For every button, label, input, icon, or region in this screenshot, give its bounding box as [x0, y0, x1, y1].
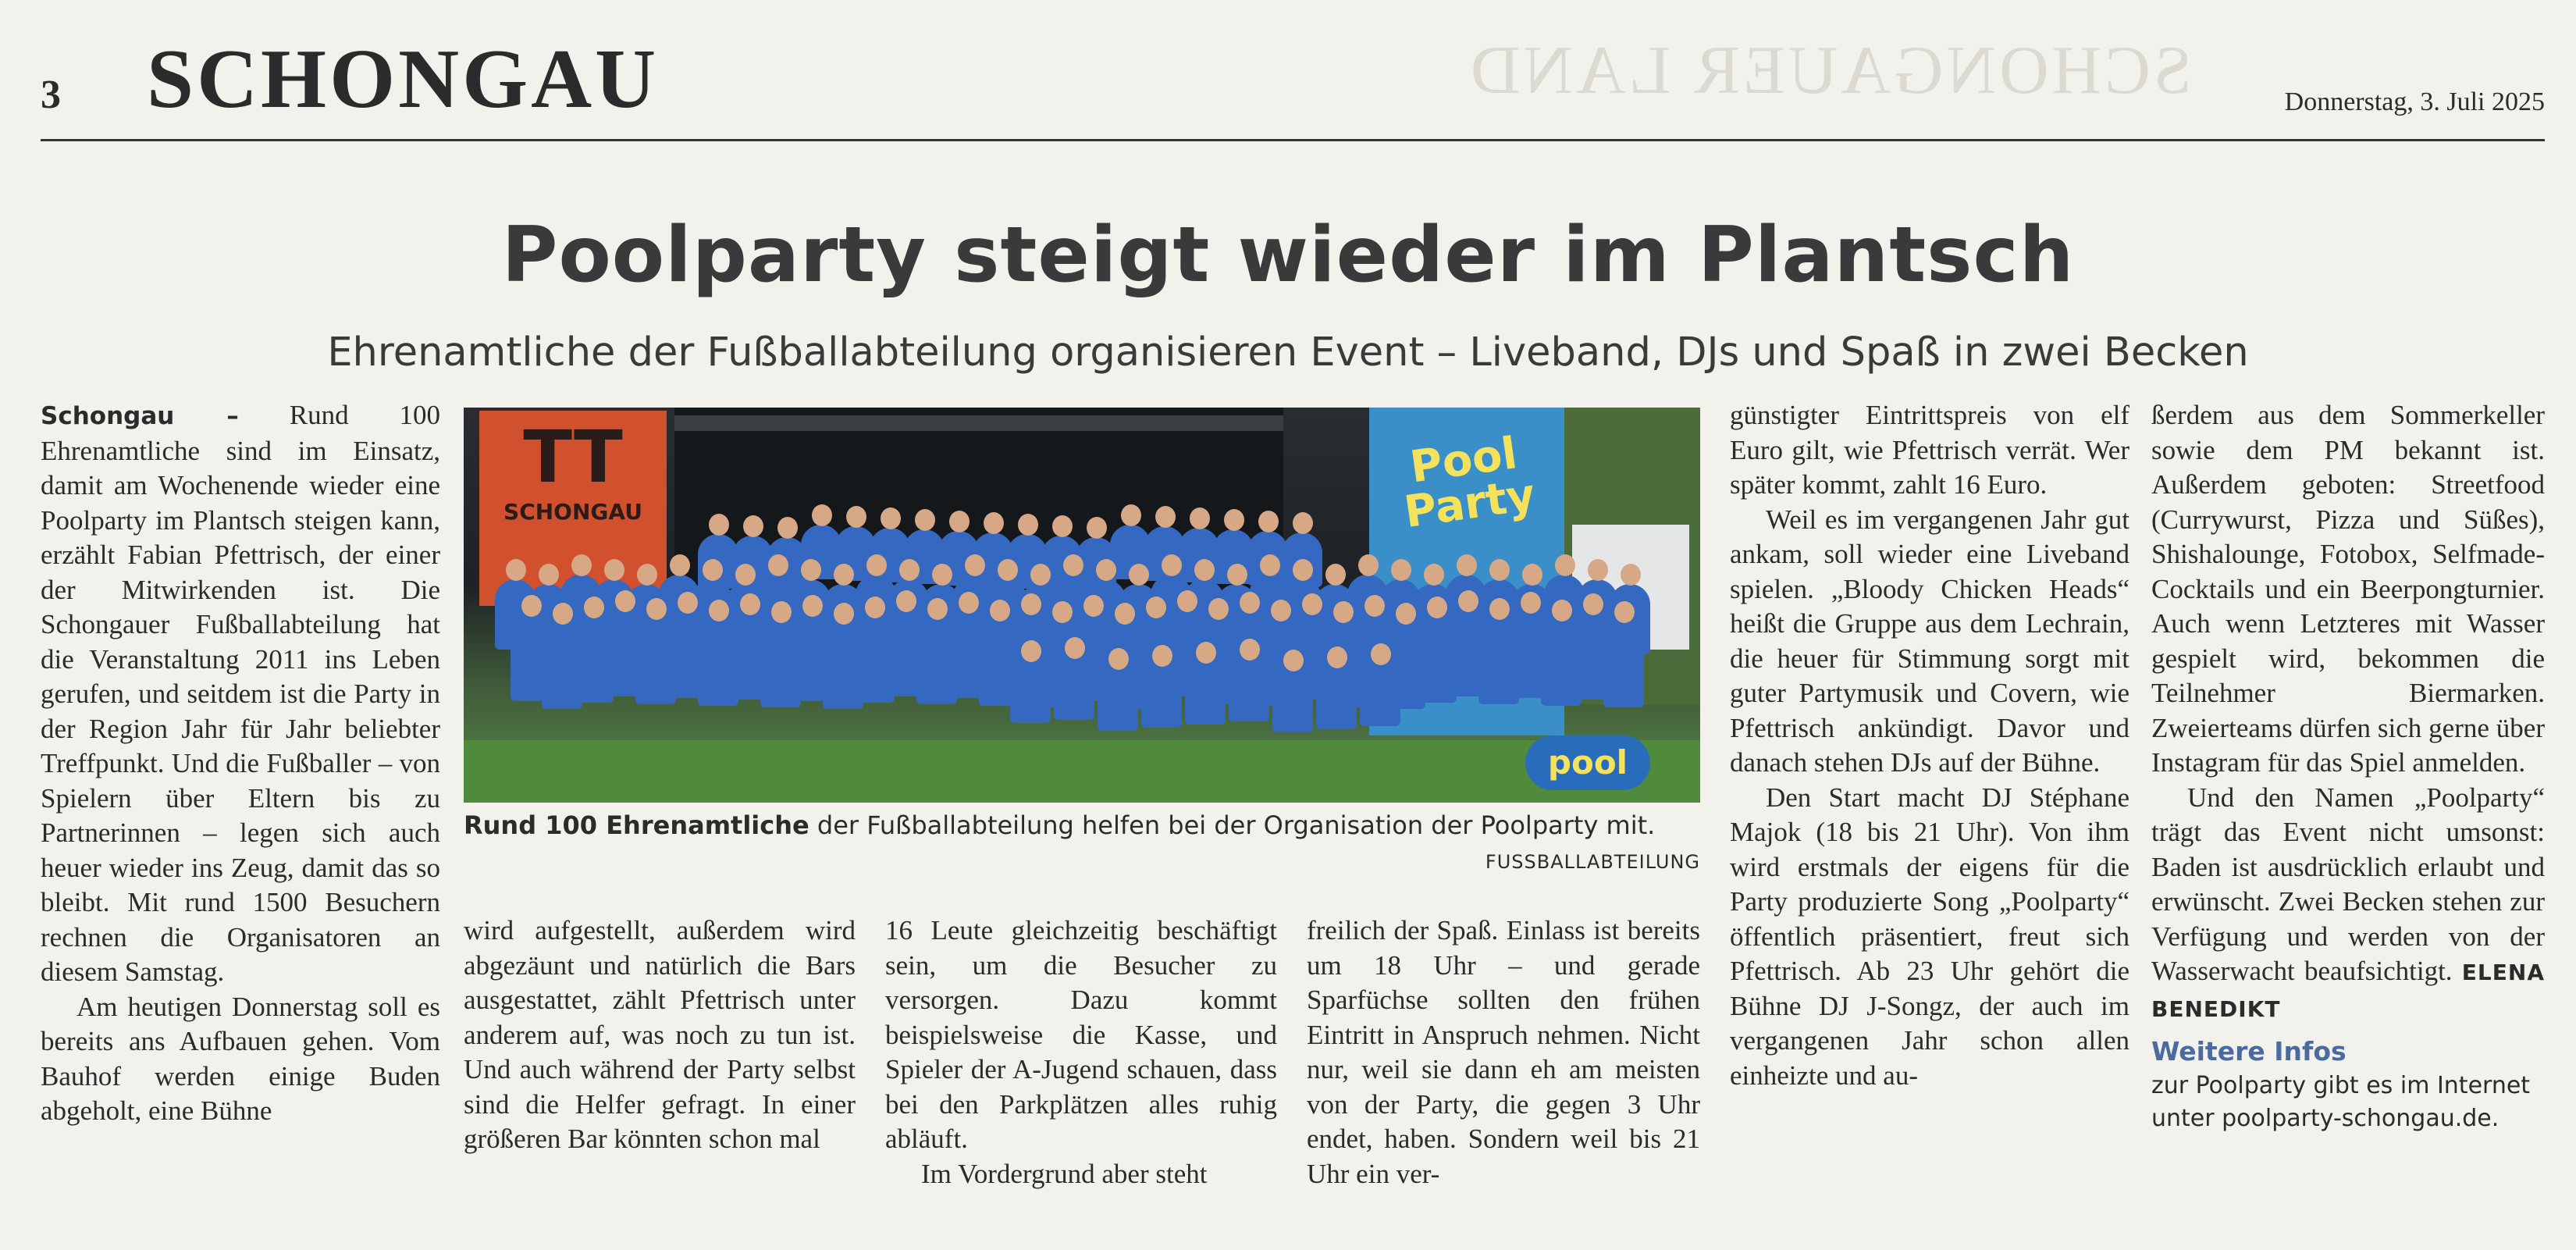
banner-text: SCHONGAU — [503, 499, 642, 525]
poolparty-banner-text: Pool Party — [1401, 428, 1539, 539]
crowd — [464, 408, 1700, 803]
caption-bold: Rund 100 Ehrenamtliche — [464, 810, 809, 840]
paragraph — [41, 398, 440, 990]
article-column-4 — [1307, 913, 1700, 1191]
volunteer-figure — [1272, 670, 1313, 732]
volunteer-figure — [1603, 621, 1644, 707]
pool-sign: pool — [1525, 735, 1650, 790]
article-headline: Poolparty steigt wieder im Plantsch — [501, 211, 2075, 300]
issue-date: Donnerstag, 3. Juli 2025 — [2284, 87, 2545, 116]
paragraph: günstigter Eintrittspreis von elf Euro gilt, wie Pfettrisch verrät. Wer später kommt, zahlt 16 Euro. — [1730, 400, 2129, 500]
paragraph: freilich der Spaß. Einlass ist bereits um 18 Uhr – und gerade Sparfüchse sollten den frühen Eintritt in Anspruch nehmen. Nicht nur, weil sie dann eh am meisten von der Party, die gegen 3 Uhr endet, haben. Sondern weil bis 21 Uhr ein ver- — [1307, 915, 1700, 1189]
volunteer-figure — [1141, 665, 1182, 728]
article-column-5 — [1730, 398, 2129, 1093]
article-column-2 — [464, 913, 856, 1157]
paragraph: Weil es im vergangenen Jahr gut ankam, soll wieder eine Liveband spielen. „Bloody Chicken Heads“ heißt die Gruppe aus dem Lechrain, die heuer für Stimmung sorgt mit guter Partymusik und Covern, wie Pfettrisch ankündigt. Davor und danach stehen DJs auf der Bühne. — [1730, 504, 2129, 778]
volunteer-figure — [1010, 661, 1051, 723]
section-title: SCHONGAU — [147, 33, 660, 126]
mirrored-bleedthrough-text: SCHONGAUER LAND — [1468, 33, 2192, 109]
paragraph: wird aufgestellt, außerdem wird abgezäunt und natürlich die Bars ausgestattet, zählt Pfettrisch unter anderem auf, was noch zu tun ist. Und auch während der Party selbst sind die Helfer gefragt. In einer größeren Bar könnten schon mal — [464, 915, 856, 1154]
volunteer-figure — [1360, 664, 1400, 726]
info-box-title: Weitere Infos — [2151, 1036, 2347, 1067]
article-column-1 — [41, 398, 440, 1129]
article-subheadline: Ehrenamtliche der Fußballabteilung organisieren Event – Liveband, DJs und Spaß in zwei Becken — [327, 329, 2249, 376]
author-byline: ELENA BENEDIKT — [2151, 960, 2545, 1022]
photo-caption — [464, 810, 1700, 840]
paragraph-text: Und den Namen „Poolparty“ trägt das Event nicht umsonst: Baden ist ausdrücklich erlaubt und erwünscht. Zwei Becken stehen zur Verfügung und werden von der Wasserwacht beaufsichtigt. — [2151, 782, 2545, 986]
caption-text: der Fußballabteilung helfen bei der Organisation der Poolparty mit. — [809, 810, 1656, 840]
volunteer-figure — [1229, 659, 1269, 721]
photo-credit: FUSSBALLABTEILUNG — [1485, 851, 1700, 873]
volunteer-figure — [1185, 662, 1226, 725]
paragraph: Am heutigen Donnerstag soll es bereits ans Aufbauen gehen. Vom Bauhof werden einige Buden abgeholt, eine Bühne — [41, 991, 440, 1126]
volunteer-figure — [1316, 667, 1357, 729]
paragraph — [2151, 781, 2545, 1027]
volunteer-figure — [1098, 668, 1138, 731]
paragraph: ßerdem aus dem Sommerkeller sowie dem PM bekannt ist. Außerdem geboten: Streetfood (Currywurst, Pizza und Süßes), Shishalounge, Fotobox, Selfmade-Cocktails und ein Beerpongturnier. Auch wenn Letzteres mit Wasser gespielt wird, bekommen die Teilnehmer Biermarken. Zweierteams dürfen sich gerne über Instagram für das Spiel anmelden. — [2151, 400, 2545, 778]
volunteer-figure — [1054, 657, 1094, 720]
paragraph: 16 Leute gleichzeitig beschäftigt sein, um die Besucher zu versorgen. Dazu kommt beispielsweise die Kasse, und Spieler der A-Jugend schauen, dass bei den Parkplätzen alles ruhig abläuft. — [885, 915, 1277, 1154]
header-rule — [41, 139, 2545, 141]
article-column-3 — [885, 913, 1277, 1191]
paragraph: Den Start macht DJ Stéphane Majok (18 bis 21 Uhr). Von ihm wird erstmals der eigens für die Party produzierte Song „Poolparty“ öffentlich präsentiert, freut sich Pfettrisch. Ab 23 Uhr gehört die Bühne DJ J-Songz, der auch im vergangenen Jahr schon allen einheizte und au- — [1730, 782, 2129, 1091]
article-column-6 — [2151, 398, 2545, 1135]
paragraph-text: Rund 100 Ehrenamtliche sind im Einsatz, damit am Wochenende wieder eine Poolparty im Plantsch steigen kann, erzählt Fabian Pfettrisch, der einer der Mitwirkenden ist. Die Schongauer Fußballabteilung hat die Veranstaltung 2011 ins Leben gerufen, und seitdem ist die Party in der Region Jahr für Jahr beliebter Treffpunkt. Und die Fußballer – von Spielern über Eltern bis zu Partnerinnen – legen sich auch heuer wieder ins Zeug, damit das so bleibt. Mit rund 1500 Besuchern rechnen die Organisatoren an diesem Samstag. — [41, 400, 440, 987]
article-photo — [464, 408, 1700, 803]
dateline: Schongau – — [41, 402, 239, 430]
info-box-body: zur Poolparty gibt es im Internet unter poolparty-schongau.de. — [2151, 1071, 2531, 1132]
paragraph: Im Vordergrund aber steht — [921, 1158, 1208, 1189]
page-number: 3 — [41, 73, 61, 117]
banner-logo-text: TT — [523, 415, 623, 499]
